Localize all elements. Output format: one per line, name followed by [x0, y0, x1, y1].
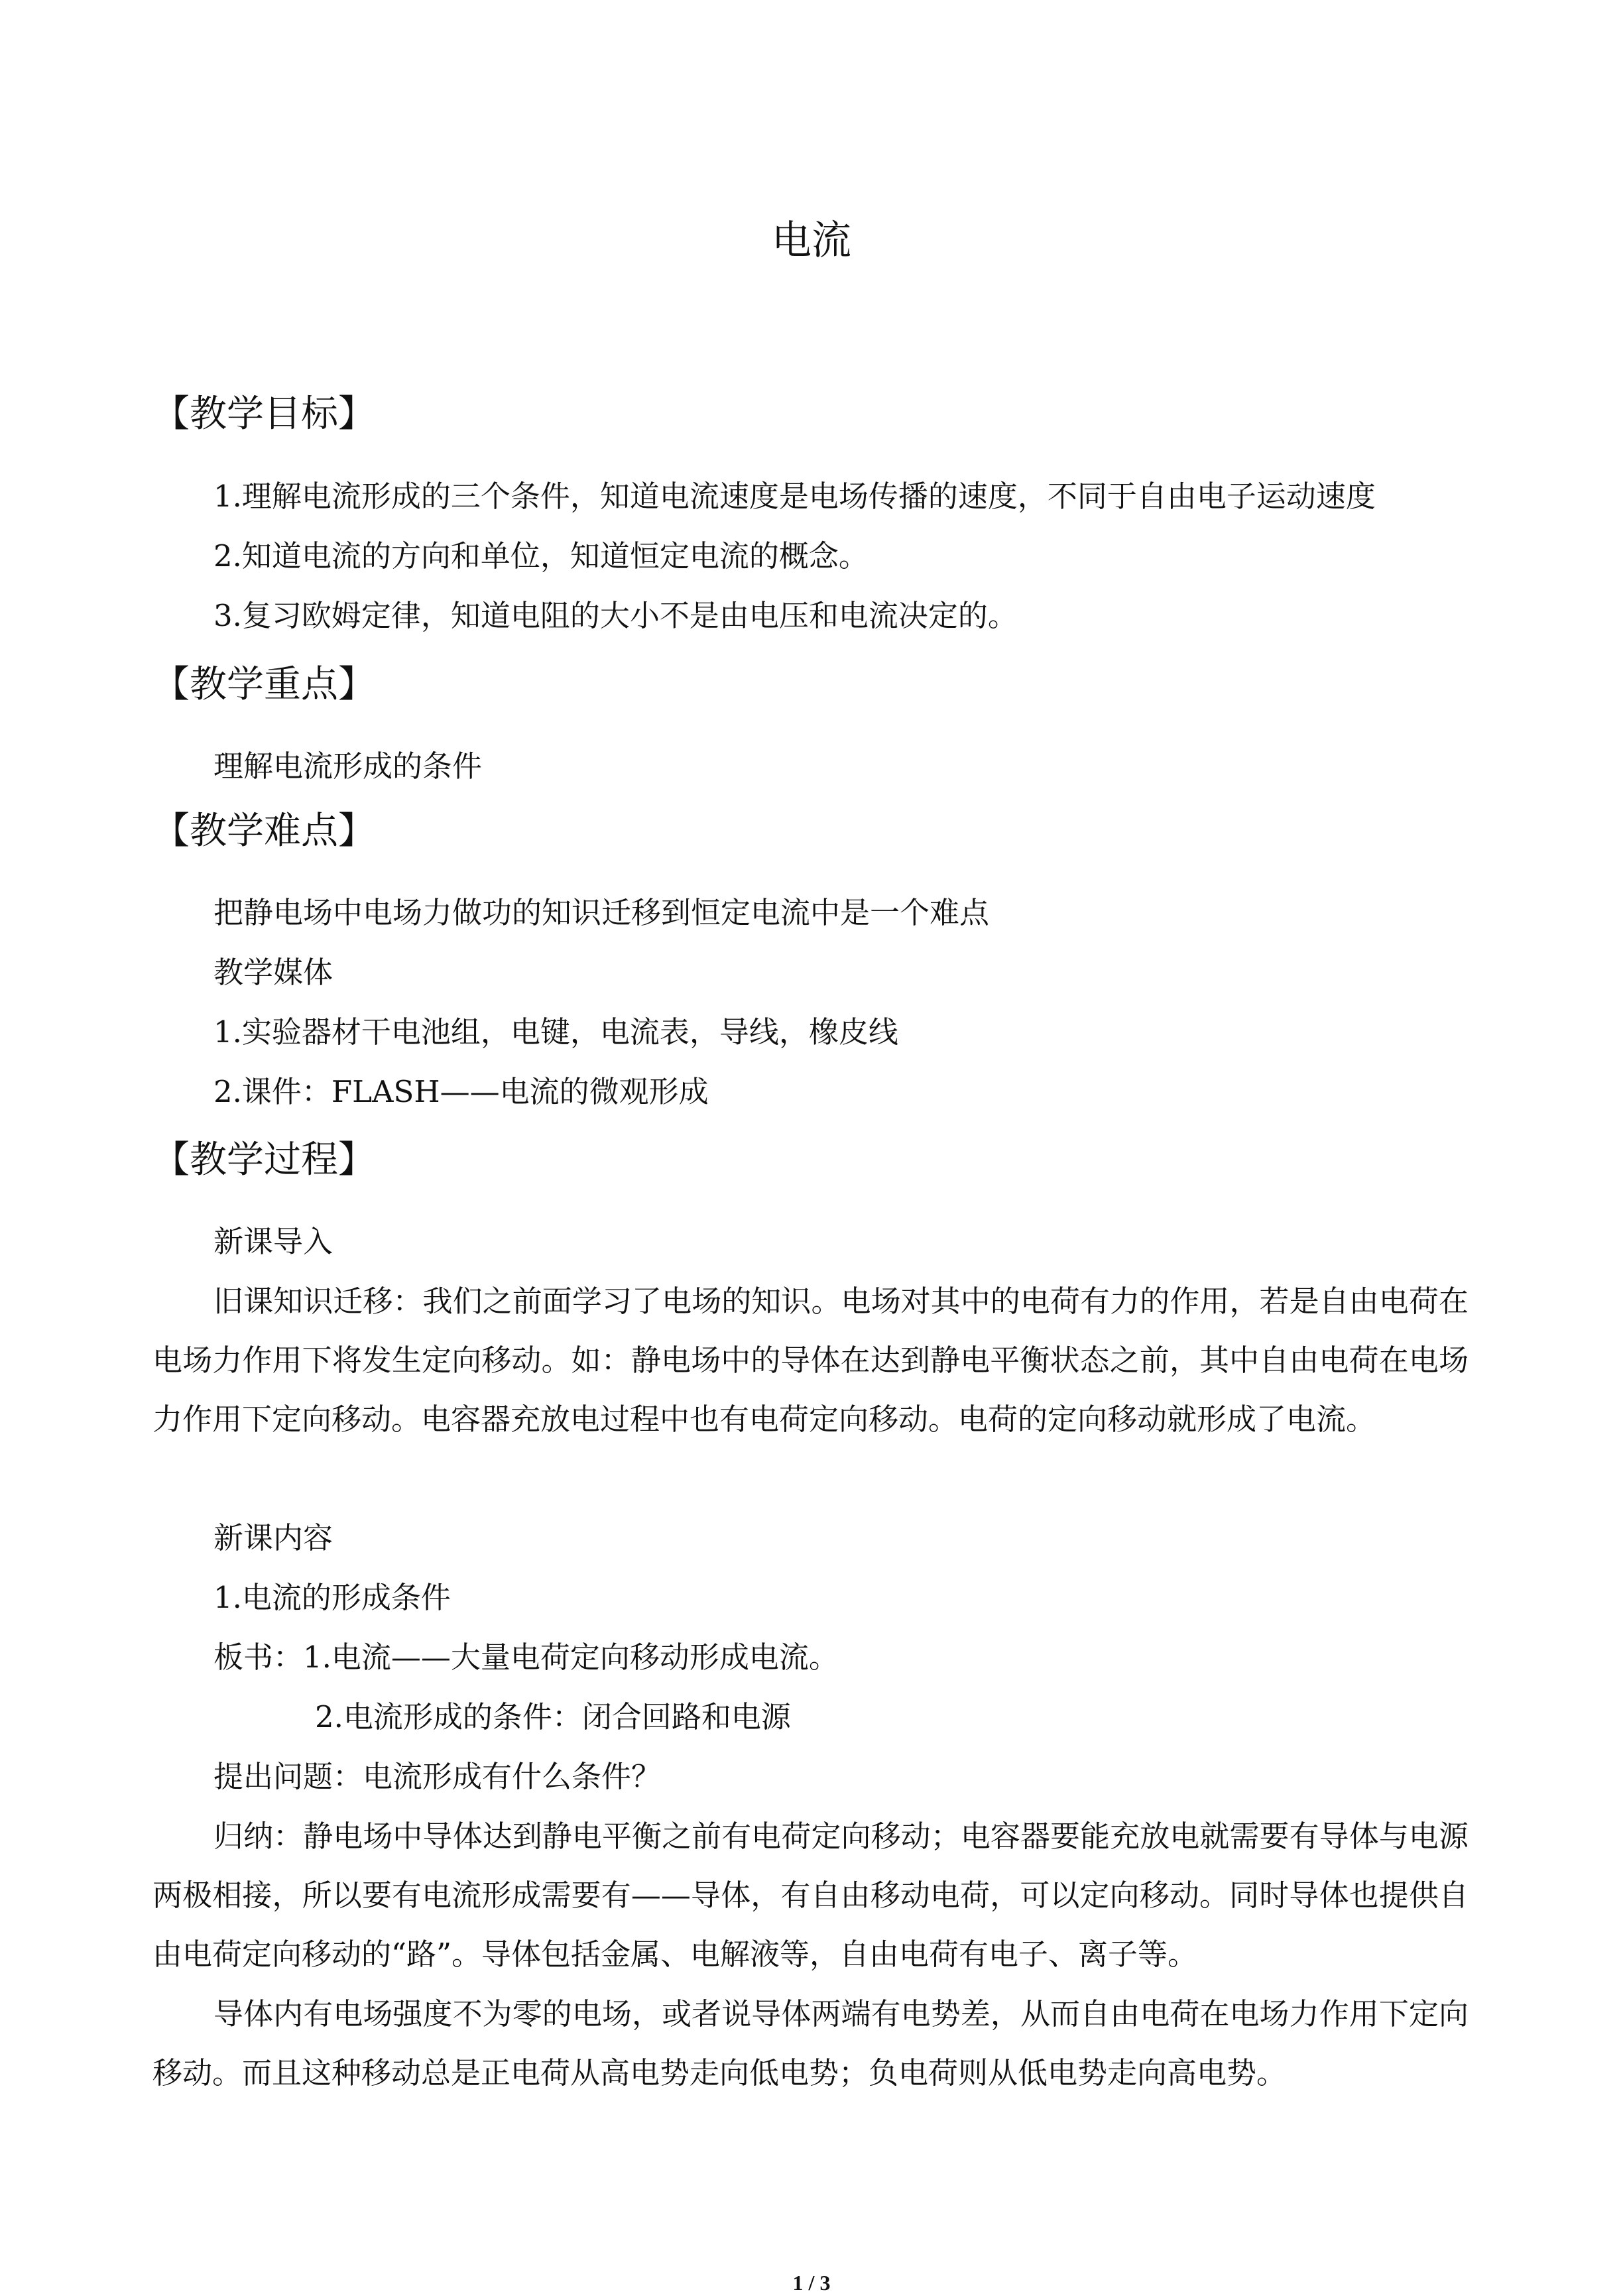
intro-label: 新课导入: [213, 1224, 333, 1259]
objective-item-1: 1.理解电流形成的三个条件，知道电流速度是电场传播的速度，不同于自由电子运动速度: [213, 479, 1376, 514]
media-item-2: 2.课件：FLASH——电流的微观形成: [213, 1074, 709, 1109]
subsection-heading: 1.电流的形成条件: [213, 1580, 451, 1615]
media-item-1: 1.实验器材干电池组，电键，电流表，导线，橡皮线: [213, 1014, 898, 1050]
heading-objectives: 【教学目标】: [152, 393, 375, 436]
media-label: 教学媒体: [213, 955, 333, 990]
objective-item-3: 3.复习欧姆定律，知道电阻的大小不是由电压和电流决定的。: [213, 598, 1018, 633]
intro-paragraph: 旧课知识迁移：我们之前面学习了电场的知识。电场对其中的电荷有力的作用，若是自由电荷在电场力作用下将发生定向移动。如：静电场中的导体在达到静电平衡状态之前，其中自由电荷在电场力作用下定向移动。电容器充放电过程中也有电荷定向移动。电荷的定向移动就形成了电流。: [152, 1284, 1469, 1437]
board-line-1: 板书：1.电流——大量电荷定向移动形成电流。: [213, 1640, 839, 1675]
heading-key-points: 【教学重点】: [152, 663, 375, 706]
page-title: 电流: [772, 217, 851, 264]
content-label: 新课内容: [213, 1520, 333, 1555]
field-paragraph: 导体内有电场强度不为零的电场，或者说导体两端有电势差，从而自由电荷在电场力作用下定向移动。而且这种移动总是正电荷从高电势走向低电势；负电荷则从低电势走向高电势。: [152, 1996, 1469, 2090]
heading-process: 【教学过程】: [152, 1138, 375, 1181]
heading-difficulties: 【教学难点】: [152, 810, 375, 853]
page-number: 1 / 3: [792, 2271, 831, 2295]
key-points-text: 理解电流形成的条件: [213, 749, 483, 784]
board-line-2: 2.电流形成的条件：闭合回路和电源: [315, 1699, 791, 1734]
objective-item-2: 2.知道电流的方向和单位，知道恒定电流的概念。: [213, 538, 869, 574]
difficulties-text: 把静电场中电场力做功的知识迁移到恒定电流中是一个难点: [213, 895, 990, 930]
question-line: 提出问题：电流形成有什么条件？: [213, 1759, 662, 1794]
summary-paragraph: 归纳：静电场中导体达到静电平衡之前有电荷定向移动；电容器要能充放电就需要有导体与电源两极相接，所以要有电流形成需要有——导体，有自由移动电荷，可以定向移动。同时导体也提供自由电荷定向移动的“路”。导体包括金属、电解液等，自由电荷有电子、离子等。: [152, 1819, 1469, 1972]
